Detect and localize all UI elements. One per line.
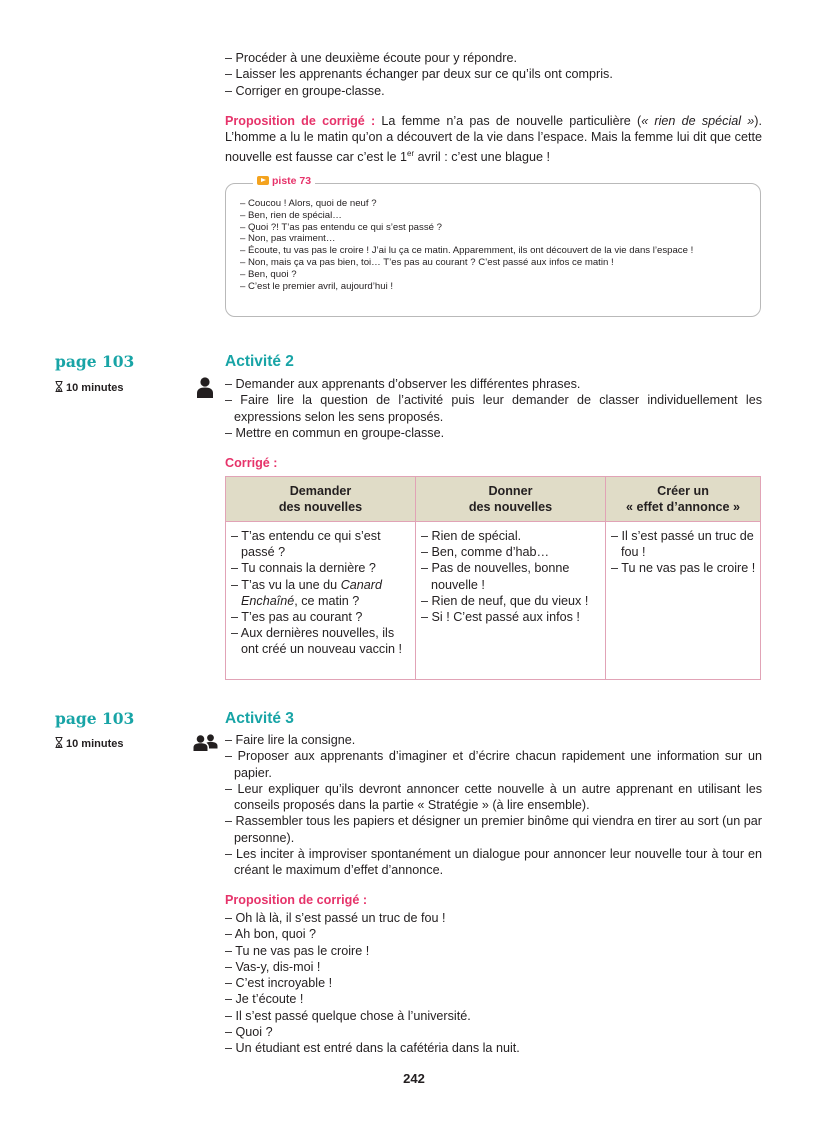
list-item: – Leur expliquer qu’ils devront annoncer cette nouvelle à un autre apprenant en utilisant les conseils proposés dans la partie « Stratégie » (à lire ensemble).: [225, 781, 762, 813]
duration: [55, 737, 123, 750]
cell-line: – Rien de spécial.: [421, 529, 522, 543]
table-row: [226, 522, 761, 680]
list-item: – Proposer aux apprenants d’imaginer et d’écrire chacun rapidement une information sur un papier.: [225, 749, 762, 780]
list-item: – C’est incroyable !: [225, 976, 333, 991]
list-item: – Rassembler tous les papiers et désigner un premier binôme qui viendra en tirer au sort (un par personne).: [225, 814, 762, 845]
transcript-line: – Non, pas vraiment…: [240, 233, 336, 245]
list-item: – Procéder à une deuxième écoute pour y répondre.: [225, 51, 517, 65]
duration-text: 10 minutes: [66, 382, 124, 394]
list-item: – Je t’écoute !: [225, 992, 304, 1007]
cell-line: – T’as vu la une du Canard Enchaîné, ce matin ?: [231, 577, 382, 608]
corrige-table: [225, 476, 761, 680]
transcript-line: – Écoute, tu vas pas le croire ! J’ai lu ça ce matin. Apparemment, ils ont découvert de la vie dans l’espace !: [240, 245, 694, 257]
list-item: – Tu ne vas pas le croire !: [225, 943, 370, 958]
proposition-lines: [225, 910, 762, 1057]
list-item: – Il s’est passé quelque chose à l’université.: [225, 1008, 471, 1023]
table-header: Créer un « effet d’annonce »: [606, 477, 761, 522]
piste-label[interactable]: [253, 175, 315, 187]
list-item: – Les inciter à improviser spontanément un dialogue pour annoncer leur nouvelle tour à tour en créant le maximum d’effet d’annonce.: [225, 847, 762, 878]
table-cell: [226, 522, 416, 680]
superscript: er: [407, 148, 415, 158]
transcript-line: – Ben, rien de spécial…: [240, 209, 342, 221]
activity2-steps: [225, 376, 762, 441]
cell-line: – Tu connais la dernière ?: [231, 561, 376, 576]
list-item: – Oh là là, il s’est passé un truc de fou !: [225, 911, 446, 925]
cell-line: – Tu ne vas pas le croire !: [611, 561, 756, 576]
proposition-text: avril : c’est une blague !: [414, 149, 550, 164]
activity3-steps: [225, 732, 762, 879]
duration-text: 10 minutes: [66, 738, 124, 750]
table-cell: [606, 522, 761, 680]
transcript-line: – Ben, quoi ?: [240, 268, 297, 280]
cell-line: – T’es pas au courant ?: [231, 610, 363, 625]
proposition-label: Proposition de corrigé :: [225, 893, 368, 907]
transcript-line: – Quoi ?! T’as pas entendu ce qui s’est passé ?: [240, 221, 442, 233]
list-item: – Demander aux apprenants d’observer les différentes phrases.: [225, 377, 581, 391]
table-cell: [416, 522, 606, 680]
cell-line: – Aux dernières nouvelles, ils ont créé un nouveau vaccin !: [231, 626, 403, 657]
proposition-text: ). L’homme a lu le matin qu’on a découvert de la vie dans l’espace. Mais la femme lui dit que cette nouvelle est fausse car c’est le 1: [225, 114, 762, 164]
transcript-lines: [240, 198, 745, 292]
table-header: Demander des nouvelles: [226, 477, 416, 522]
list-item: – Vas-y, dis-moi !: [225, 959, 321, 974]
audio-track-icon: [257, 176, 269, 185]
pair-icon: [193, 734, 218, 752]
list-item: – Corriger en groupe-classe.: [225, 83, 385, 98]
proposition-corrige-1: [225, 113, 762, 165]
transcript-line: – C’est le premier avril, aujourd’hui !: [240, 280, 394, 292]
transcript-line: – Coucou ! Alors, quoi de neuf ?: [240, 198, 377, 209]
list-item: – Ah bon, quoi ?: [225, 927, 317, 942]
cell-line: – T’as entendu ce qui s’est passé ?: [231, 529, 381, 560]
activity-title: Activité 3: [225, 710, 294, 727]
cell-line: – Pas de nouvelles, bonne nouvelle !: [421, 561, 570, 592]
page-number: 242: [403, 1071, 425, 1086]
cell-line: – Si ! C’est passé aux infos !: [421, 610, 580, 625]
corrige-label: Corrigé :: [225, 456, 278, 470]
hourglass-icon: [55, 381, 63, 392]
proposition-italic: « rien de spécial »: [641, 114, 755, 128]
list-item: – Un étudiant est entré dans la cafétéria dans la nuit.: [225, 1041, 520, 1056]
duration: [55, 381, 123, 394]
cell-line: – Rien de neuf, que du vieux !: [421, 593, 589, 608]
page-reference: page 103: [55, 352, 135, 371]
list-item: – Faire lire la question de l’activité puis leur demander de classer individuellement les expressions selon les sens proposés.: [225, 393, 762, 424]
list-item: – Laisser les apprenants échanger par deux sur ce qu’ils ont compris.: [225, 67, 613, 82]
list-item: – Mettre en commun en groupe-classe.: [225, 425, 445, 440]
top-steps: [225, 50, 765, 99]
proposition-label: Proposition de corrigé :: [225, 114, 376, 128]
activity-title: Activité 2: [225, 353, 294, 370]
person-icon: [196, 377, 214, 398]
cell-line: – Ben, comme d’hab…: [421, 545, 550, 560]
cell-line: – Il s’est passé un truc de fou !: [611, 529, 754, 560]
transcript-line: – Non, mais ça va pas bien, toi… T’es pas au courant ? C’est passé aux infos ce matin !: [240, 256, 614, 268]
table-header: Donner des nouvelles: [416, 477, 606, 522]
list-item: – Quoi ?: [225, 1025, 273, 1040]
table-header-row: [226, 477, 761, 522]
hourglass-icon: [55, 737, 63, 748]
piste-label-text: piste 73: [272, 175, 312, 187]
page-reference: page 103: [55, 709, 135, 728]
list-item: – Faire lire la consigne.: [225, 733, 356, 747]
proposition-text: La femme n’a pas de nouvelle particulière (: [375, 114, 642, 128]
